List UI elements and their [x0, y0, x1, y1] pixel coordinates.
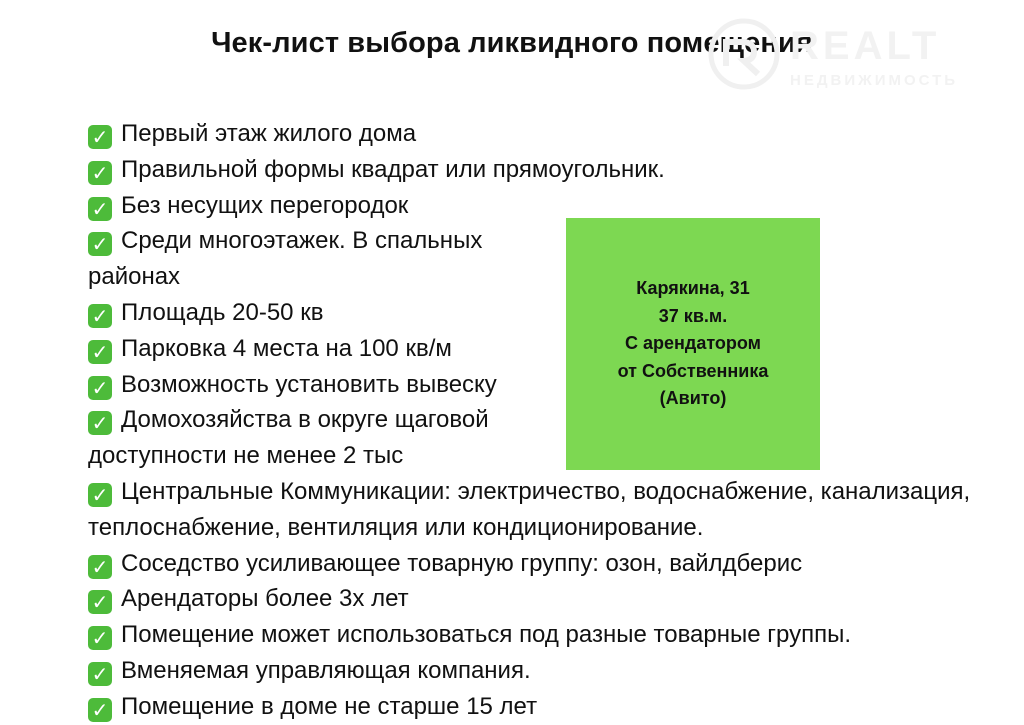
checklist-item: [88, 546, 988, 582]
check-mark-icon: ✓: [88, 304, 112, 328]
check-mark-icon: ✓: [88, 340, 112, 364]
checklist-item: [88, 653, 988, 689]
check-mark-icon: ✓: [88, 626, 112, 650]
checklist-item: [88, 617, 988, 653]
listing-area: 37 кв.м.: [658, 305, 728, 326]
check-mark-icon: ✓: [88, 161, 112, 185]
realt-watermark-logo: [706, 16, 1006, 92]
checklist-item-text: Арендаторы более 3х лет: [121, 585, 409, 613]
checklist-item-text: Возможность установить вывеску: [121, 370, 497, 398]
realt-logo-icon: [706, 16, 786, 92]
checklist-item-text: Домохозяйства в округе щаговой доступности не менее 2 тыс: [88, 406, 489, 470]
watermark-name: REALT: [790, 24, 941, 68]
checklist-item: [88, 331, 988, 367]
checklist-item: [88, 295, 988, 331]
checklist-item: [88, 152, 988, 188]
checklist-item: [88, 188, 988, 224]
listing-source: (Авито): [659, 388, 727, 409]
checklist-item: [88, 367, 988, 403]
checklist-item-text: Парковка 4 места на 100 кв/м: [121, 334, 452, 362]
checklist-item-text: Соседство усиливающее товарную группу: озон, вайлдберис: [121, 549, 803, 577]
listing-details: [618, 275, 769, 413]
checklist-item: [88, 223, 558, 295]
checklist-item-text: Помещение может использоваться под разные товарные группы.: [121, 621, 852, 649]
check-mark-icon: ✓: [88, 662, 112, 686]
checklist-item-text: Среди многоэтажек. В спальных районах: [88, 227, 483, 291]
checklist: [88, 116, 988, 725]
checklist-item-text: Вменяемая управляющая компания.: [121, 656, 531, 684]
checklist-item: [88, 474, 978, 546]
listing-address: Карякина, 31: [636, 278, 750, 299]
check-mark-icon: ✓: [88, 125, 112, 149]
checklist-item: [88, 116, 988, 152]
checklist-item: [88, 689, 988, 725]
checklist-item: [88, 581, 988, 617]
page-title: Чек-лист выбора ликвидного помещения: [211, 27, 813, 59]
check-mark-icon: ✓: [88, 411, 112, 435]
checklist-item-text: Без несущих перегородок: [121, 191, 409, 219]
listing-tenant-status: С арендатором: [625, 333, 761, 354]
checklist-item-text: Первый этаж жилого дома: [121, 120, 417, 147]
check-mark-icon: ✓: [88, 698, 112, 722]
watermark-subtitle: НЕДВИЖИМОСТЬ: [790, 72, 959, 89]
checklist-item-text: Правильной формы квадрат или прямоугольник.: [121, 155, 665, 183]
check-mark-icon: ✓: [88, 376, 112, 400]
check-mark-icon: ✓: [88, 555, 112, 579]
check-mark-icon: ✓: [88, 483, 112, 507]
checklist-item-text: Помещение в доме не старше 15 лет: [121, 692, 538, 720]
check-mark-icon: ✓: [88, 197, 112, 221]
listing-highlight-box: [566, 218, 820, 470]
checklist-item: [88, 402, 563, 474]
listing-seller-type: от Собственника: [617, 360, 769, 381]
checklist-item-text: Центральные Коммуникации: электричество, водоснабжение, канализация, теплоснабжение, вентиляция или кондиционирование.: [88, 477, 971, 541]
check-mark-icon: ✓: [88, 232, 112, 256]
check-mark-icon: ✓: [88, 590, 112, 614]
checklist-item-text: Площадь 20-50 кв: [121, 298, 324, 326]
